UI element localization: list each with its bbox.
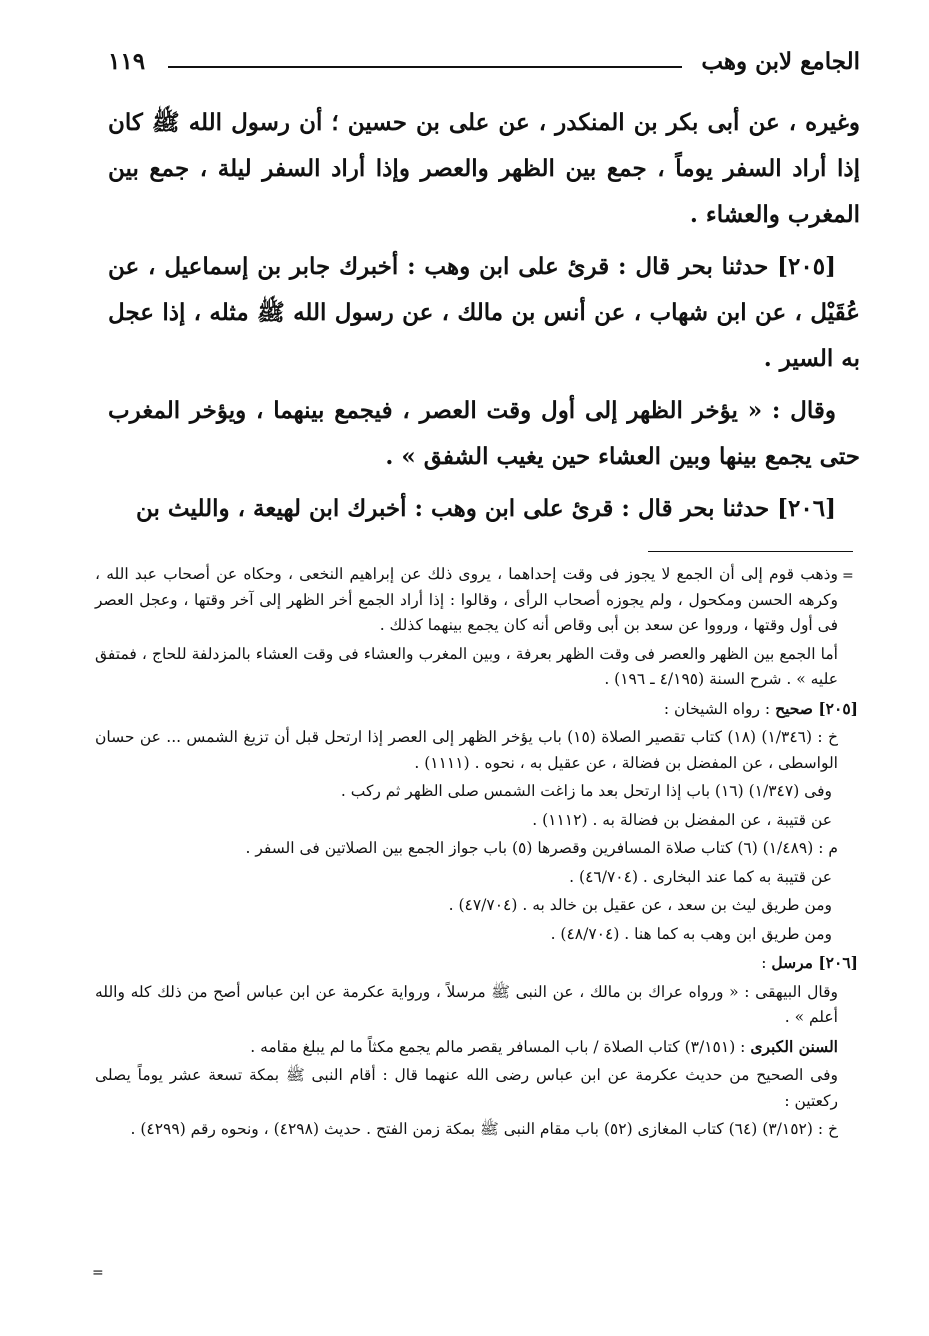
footnotes [95,562,858,1146]
hadith-206: [٢٠٦] حدثنا بحر قال : قرئ على ابن وهب : أخبرك ابن لهيعة ، والليث بن [136,495,836,522]
footnote-sahih: وفى الصحيح من حديث عكرمة عن ابن عباس رضى الله عنهما قال : أقام النبى ﷺ بمكة تسعة عشر يوماً يصلى ركعتين : [95,1066,838,1110]
hadith-205: [٢٠٥] حدثنا بحر قال : قرئ على ابن وهب : أخبرك جابر بن إسماعيل ، عن عُقَيْل ، عن ابن شهاب ، عن أنس بن مالك ، عن رسول الله ﷺ مثله ، إذا عجل به السير . [108,253,860,372]
main-paragraph-3: وقال : « يؤخر الظهر إلى أول وقت العصر ، فيجمع بينهما ، ويؤخر المغرب حتى يجمع بينها وبين العشاء حين يغيب الشفق » . [108,397,860,470]
footnote-sunan-text: : (٣/١٥١) كتاب الصلاة / باب المسافر يقصر مالم يجمع مكثاً ما لم يبلغ مقامه . [250,1037,751,1056]
footnote-205-heading [95,696,858,723]
footnote-1: وذهب قوم إلى أن الجمع لا يجوز فى وقت إحداهما ، يروى ذلك عن إبراهيم النخعى ، وحكاه عن أصحاب عبد الله ، وكرهه الحسن ومكحول ، ولم يجوزه أصحاب الرأى ، وقالوا : إذا أراد الجمع أخر الظهر إلى آخر وقتها ، وعجل العصر فى أول وقتها ، ورووا عن سعد بن أبى وقاص أنه كان يجمع بينهما كذلك . [95,565,838,634]
footnote-206-heading [95,950,858,977]
running-title: الجامع لابن وهب [701,48,860,75]
page-number: ١١٩ [108,48,146,75]
page-header [108,44,860,84]
main-paragraph-1: وغيره ، عن أبى بكر بن المنكدر ، عن على بن حسين ؛ أن رسول الله ﷺ كان إذا أراد السفر يوماً ، جمع بين الظهر والعصر وإذا أراد السفر ليلة ، جمع بين المغرب والعشاء . [108,109,861,228]
footnote-206-text: : [761,954,772,972]
footnote-205-text: : رواه الشيخان : [663,699,776,718]
footnote-bayhaqi: وقال البيهقى : « ورواه عراك بن مالك ، عن النبى ﷺ مرسلاً ، ورواية عكرمة عن ابن عباس أصح من ذلك كله والله أعلم » . [95,982,838,1026]
footnote-205-label: [٢٠٥] صحيح [775,698,858,718]
footnote-qutaiba: عن قتيبة ، عن المفضل بن فضالة به . (١١١٢) . [532,810,832,829]
header-rule [168,66,682,68]
footnote-muslim: م : (١/٤٨٩) (٦) كتاب صلاة المسافرين وقصرها (٥) باب جواز الجمع بين الصلاتين فى السفر . [245,839,838,857]
continuation-mark-top: = [842,568,854,584]
footnote-2: أما الجمع بين الظهر والعصر فى وقت الظهر بعرفة ، وبين المغرب والعشاء فى وقت العشاء بالمزدلفة للحاج ، فمتفق عليه » . شرح السنة (٤/١٩٥ ـ ١٩٦) . [95,644,838,688]
footnote-206-label: [٢٠٦] مرسل [771,953,858,972]
footnote-bukhari-3: خ : (٣/١٥٢) (٦٤) كتاب المغازى (٥٢) باب مقام النبى ﷺ بمكة زمن الفتح . حديث (٤٢٩٨) ، ونحوه رقم (٤٢٩٩) . [130,1120,838,1138]
footnote-muslim-2: ومن طريق ليث بن سعد ، عن عقيل بن خالد به . (٤٧/٧٠٤) . [448,896,832,914]
footnote-sunan-label: السنن الكبرى [750,1036,838,1056]
footnote-sunan [95,1034,858,1061]
main-text [108,100,860,538]
footnote-muslim-1: عن قتيبة به كما عند البخارى . (٤٦/٧٠٤) . [569,867,832,886]
continuation-mark-bottom: = [92,1265,104,1281]
footnote-bukhari-2: وفى (١/٣٤٧) (١٦) باب إذا ارتحل بعد ما زاغت الشمس صلى الظهر ثم ركب . [340,782,832,800]
footnote-separator [648,551,853,552]
footnote-bukhari-1: خ : (١/٣٤٦) (١٨) كتاب تقصير الصلاة (١٥) باب يؤخر الظهر إلى العصر إذا ارتحل قبل أن تزيغ الشمس ... عن حسان الواسطى ، عن المفضل بن فضالة ، عن عقيل به ، نحوه . (١١١١) . [95,728,838,772]
footnote-muslim-3: ومن طريق ابن وهب به كما هنا . (٤٨/٧٠٤) . [550,924,832,943]
